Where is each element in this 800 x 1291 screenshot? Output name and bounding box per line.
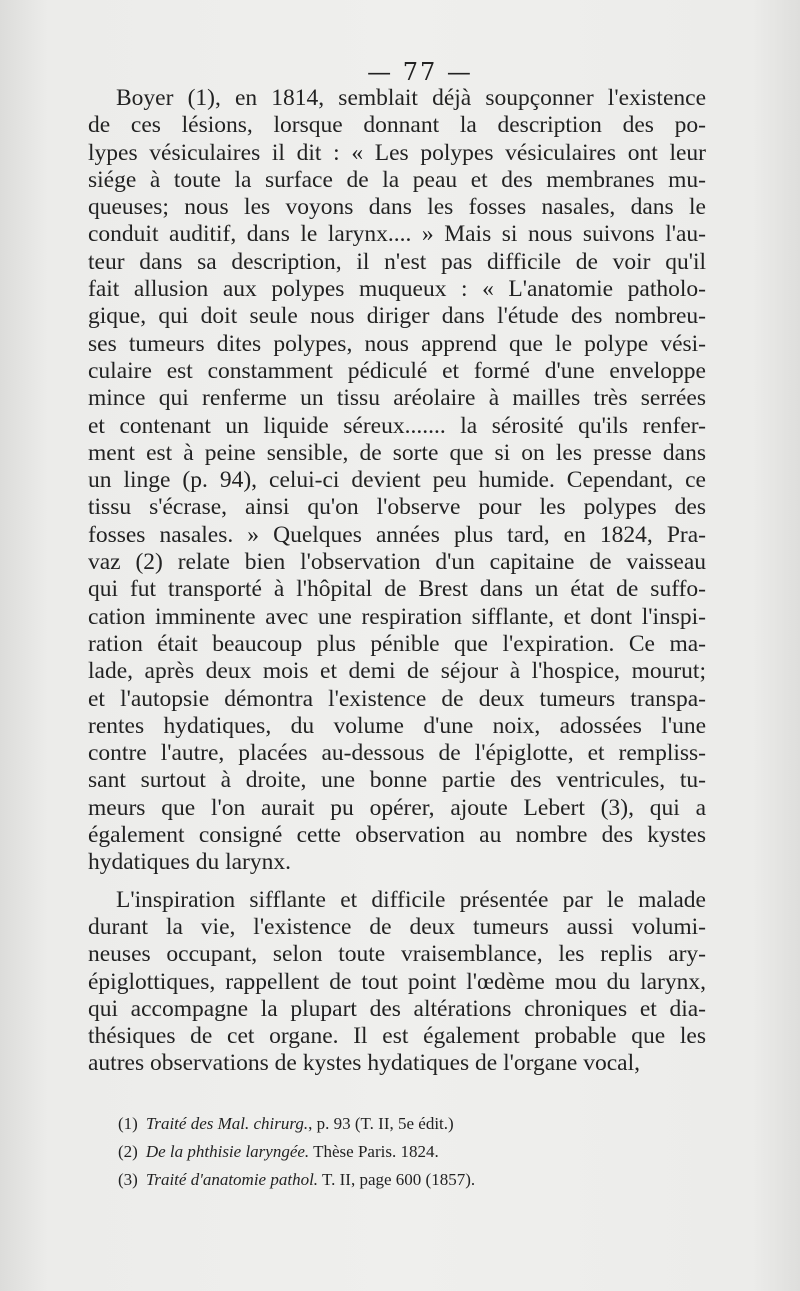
footnote [118, 1110, 678, 1138]
text-line: également consigné cette observation au nombre des kystes [88, 822, 706, 849]
footnote-title: Traité d'anatomie pathol. [145, 1170, 319, 1189]
footnote-title: Traité des Mal. chirurg. [145, 1114, 309, 1133]
text-line: épiglottiques, rappellent de tout point l'œdème mou du larynx, [88, 968, 706, 995]
text-line: fosses nasales. » Quelques années plus tard, en 1824, Pra- [88, 521, 706, 548]
text-line: rentes hydatiques, du volume d'une noix, adossées l'une [88, 712, 706, 739]
text-line: Boyer (1), en 1814, semblait déjà soupçonner l'existence [116, 85, 706, 111]
body-text [88, 85, 706, 1078]
footnote-title: De la phthisie laryngée. [145, 1142, 310, 1161]
footnote-number: (1) [118, 1114, 138, 1133]
footnote-number: (3) [118, 1170, 138, 1189]
page-number: — 77 — [367, 58, 473, 86]
text-line: siége à toute la surface de la peau et des membranes mu- [88, 166, 706, 193]
text-line: qui accompagne la plupart des altérations chroniques et dia- [88, 995, 706, 1022]
text-line: thésiques de cet organe. Il est également probable que les [88, 1023, 706, 1050]
text-line: cation imminente avec une respiration sifflante, et dont l'inspi- [88, 603, 706, 630]
footnote [118, 1138, 678, 1166]
text-line: mince qui renferme un tissu aréolaire à mailles très serrées [88, 385, 706, 412]
text-line: lypes vésiculaires il dit : « Les polypes vésiculaires ont leur [88, 139, 706, 166]
footnote-details: , p. 93 (T. II, 5e édit.) [308, 1114, 454, 1133]
text-line: lade, après deux mois et demi de séjour à l'hospice, mourut; [88, 658, 706, 685]
footnote-details: T. II, page 600 (1857). [318, 1170, 476, 1189]
text-line: L'inspiration sifflante et difficile présentée par le malade [116, 886, 706, 913]
text-line: hydatiques du larynx. [88, 849, 291, 876]
text-line: ses tumeurs dites polypes, nous apprend que le polype vési- [88, 330, 706, 357]
text-line: fait allusion aux polypes muqueux : « L'anatomie patholo- [88, 276, 706, 303]
text-line: queuses; nous les voyons dans les fosses nasales, dans le [88, 194, 706, 221]
text-line: ment est à peine sensible, de sorte que si on les presse dans [88, 439, 706, 466]
text-line: teur dans sa description, il n'est pas difficile de voir qu'il [88, 248, 706, 275]
text-line: et l'autopsie démontra l'existence de deux tumeurs transpa- [88, 685, 706, 712]
footnote-details: Thèse Paris. 1824. [309, 1142, 439, 1161]
text-line: meurs que l'on aurait pu opérer, ajoute Lebert (3), qui a [88, 794, 706, 821]
text-line: et contenant un liquide séreux....... la sérosité qu'ils renfer- [88, 412, 706, 439]
footnotes [118, 1110, 678, 1194]
text-line: tissu s'écrase, ainsi qu'on l'observe pour les polypes des [88, 494, 706, 521]
text-line: neuses occupant, selon toute vraisemblance, les replis ary- [88, 941, 706, 968]
text-line: sant surtout à droite, une bonne partie des ventricules, tu- [88, 767, 706, 794]
text-line: culaire est constamment pédiculé et formé d'une enveloppe [88, 357, 706, 384]
text-line: gique, qui doit seule nous diriger dans l'étude des nombreu- [88, 303, 706, 330]
paragraph-1 [88, 85, 706, 877]
text-line: vaz (2) relate bien l'observation d'un capitaine de vaisseau [88, 549, 706, 576]
text-line: autres observations de kystes hydatiques de l'organe vocal, [88, 1050, 640, 1077]
text-line: un linge (p. 94), celui-ci devient peu humide. Cependant, ce [88, 467, 706, 494]
paragraph-gap [88, 877, 706, 887]
text-line: durant la vie, l'existence de deux tumeurs aussi volumi- [88, 913, 706, 940]
text-line: ration était beaucoup plus pénible que l'expiration. Ce ma- [88, 630, 706, 657]
paragraph-2 [88, 887, 706, 1078]
text-line: contre l'autre, placées au-dessous de l'épiglotte, et rempliss- [88, 740, 706, 767]
footnote-number: (2) [118, 1142, 138, 1161]
footnote [118, 1166, 678, 1194]
text-line: qui fut transporté à l'hôpital de Brest dans un état de suffo- [88, 576, 706, 603]
text-line: conduit auditif, dans le larynx.... » Mais si nous suivons l'au- [88, 221, 706, 248]
text-line: de ces lésions, lorsque donnant la description des po- [88, 112, 706, 139]
